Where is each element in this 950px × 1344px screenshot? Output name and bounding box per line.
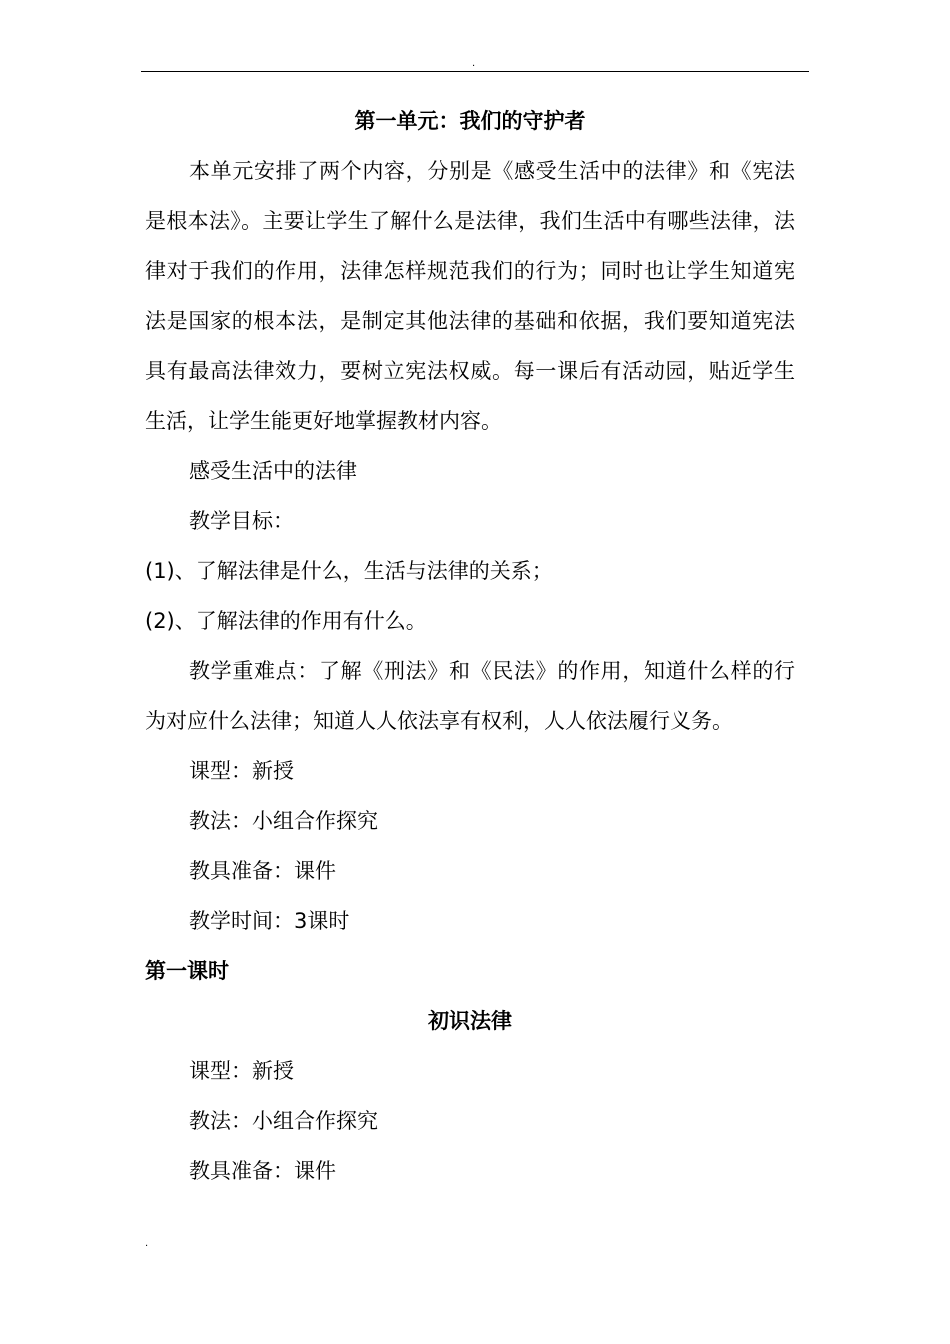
period-subtitle: 初识法律 [428,1009,512,1033]
objective-item-1: (1)、了解法律是什么，生活与法律的关系； [145,559,553,583]
teaching-materials: 教具准备：课件 [189,859,336,883]
period-materials: 教具准备：课件 [189,1159,336,1183]
objective-item-2: (2)、了解法律的作用有什么。 [145,609,427,633]
unit-title: 第一单元：我们的守护者 [354,109,586,133]
teaching-duration: 教学时间：3课时 [189,909,350,933]
header-mark: . [472,58,476,69]
document-body [145,96,795,1196]
lesson-name: 感受生活中的法律 [189,459,357,483]
objectives-label: 教学目标： [189,509,294,533]
period-course-type: 课型：新授 [189,1059,294,1083]
teaching-method: 教法：小组合作探究 [189,809,378,833]
header-rule [141,71,809,72]
period-method: 教法：小组合作探究 [189,1109,378,1133]
footer-mark: . [145,1238,149,1249]
course-type: 课型：新授 [189,759,294,783]
key-points: 教学重难点：了解《刑法》和《民法》的作用，知道什么样的行为对应什么法律；知道人人依法享有权利，人人依法履行义务。 [145,659,795,733]
intro-paragraph: 本单元安排了两个内容，分别是《感受生活中的法律》和《宪法是根本法》。主要让学生了解什么是法律，我们生活中有哪些法律，法律对于我们的作用，法律怎样规范我们的行为；同时也让学生知道宪法是国家的根本法，是制定其他法律的基础和依据，我们要知道宪法具有最高法律效力，要树立宪法权威。每一课后有活动园，贴近学生生活，让学生能更好地掌握教材内容。 [145,159,795,433]
period-title: 第一课时 [145,959,229,983]
